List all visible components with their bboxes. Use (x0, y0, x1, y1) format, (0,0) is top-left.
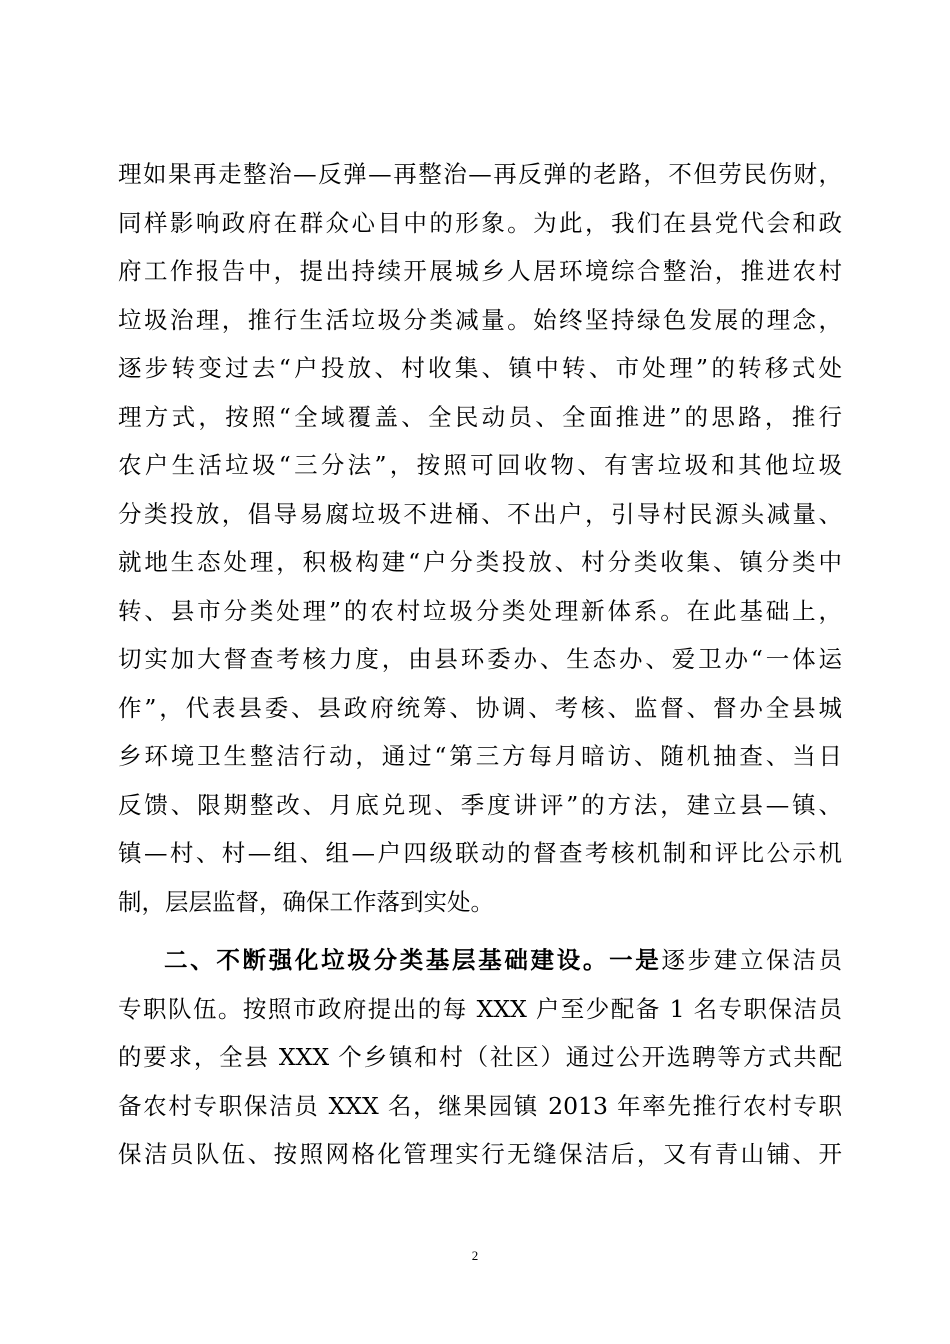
text-line: 府工作报告中，提出持续开展城乡人居环境综合整治，推进农村 (118, 257, 842, 285)
text-line: 理方式，按照“全域覆盖、全民动员、全面推进”的思路，推行 (118, 402, 842, 431)
text-line: 分类投放，倡导易腐垃圾不进桶、不出户，引导村民源头减量、 (118, 499, 842, 528)
point-label: 一是 (609, 946, 662, 974)
page-number: 2 (471, 1248, 479, 1263)
text-line: 转、县市分类处理”的农村垃圾分类处理新体系。在此基础上， (118, 596, 842, 625)
text-line: 的要求，全县 XXX 个乡镇和村（社区）通过公开选聘等方式共配 (118, 1043, 842, 1071)
text-line: 乡环境卫生整洁行动，通过“第三方每月暗访、随机抽查、当日 (118, 742, 842, 770)
text-line: 作”，代表县委、县政府统筹、协调、考核、监督、督办全县城 (118, 693, 842, 722)
paragraph-1 (118, 150, 842, 926)
paragraph-2 (118, 936, 842, 1179)
text-line: 就地生态处理，积极构建“户分类投放、村分类收集、镇分类中 (118, 548, 842, 576)
text-line: 备农村专职保洁员 XXX 名，继果园镇 2013 年率先推行农村专职 (118, 1091, 842, 1120)
text-line: 专职队伍。按照市政府提出的每 XXX 户至少配备 1 名专职保洁员 (118, 994, 842, 1023)
first-line-text: 逐步建立保洁员 (661, 946, 843, 974)
section-heading: 二、不断强化垃圾分类基层基础建设。 (164, 946, 610, 974)
text-line: 反馈、限期整改、月底兑现、季度讲评”的方法，建立县—镇、 (118, 790, 842, 819)
text-line: 垃圾治理，推行生活垃圾分类减量。始终坚持绿色发展的理念， (118, 305, 842, 334)
paragraph-2-first-line (118, 936, 842, 985)
text-line: 农户生活垃圾“三分法”，按照可回收物、有害垃圾和其他垃圾 (118, 451, 842, 479)
text-line: 镇—村、村—组、组—户四级联动的督查考核机制和评比公示机 (118, 839, 842, 867)
text-line: 逐步转变过去“户投放、村收集、镇中转、市处理”的转移式处 (118, 354, 842, 382)
text-line: 保洁员队伍、按照网格化管理实行无缝保洁后，又有青山铺、开 (118, 1140, 842, 1168)
body-text (118, 150, 842, 1179)
text-line: 同样影响政府在群众心目中的形象。为此，我们在县党代会和政 (118, 208, 842, 237)
text-line: 理如果再走整治—反弹—再整治—再反弹的老路，不但劳民伤财， (118, 160, 842, 188)
text-line: 制，层层监督，确保工作落到实处。 (118, 887, 494, 916)
text-line: 切实加大督查考核力度，由县环委办、生态办、爱卫办“一体运 (118, 645, 842, 673)
paragraph-gap (118, 926, 842, 936)
